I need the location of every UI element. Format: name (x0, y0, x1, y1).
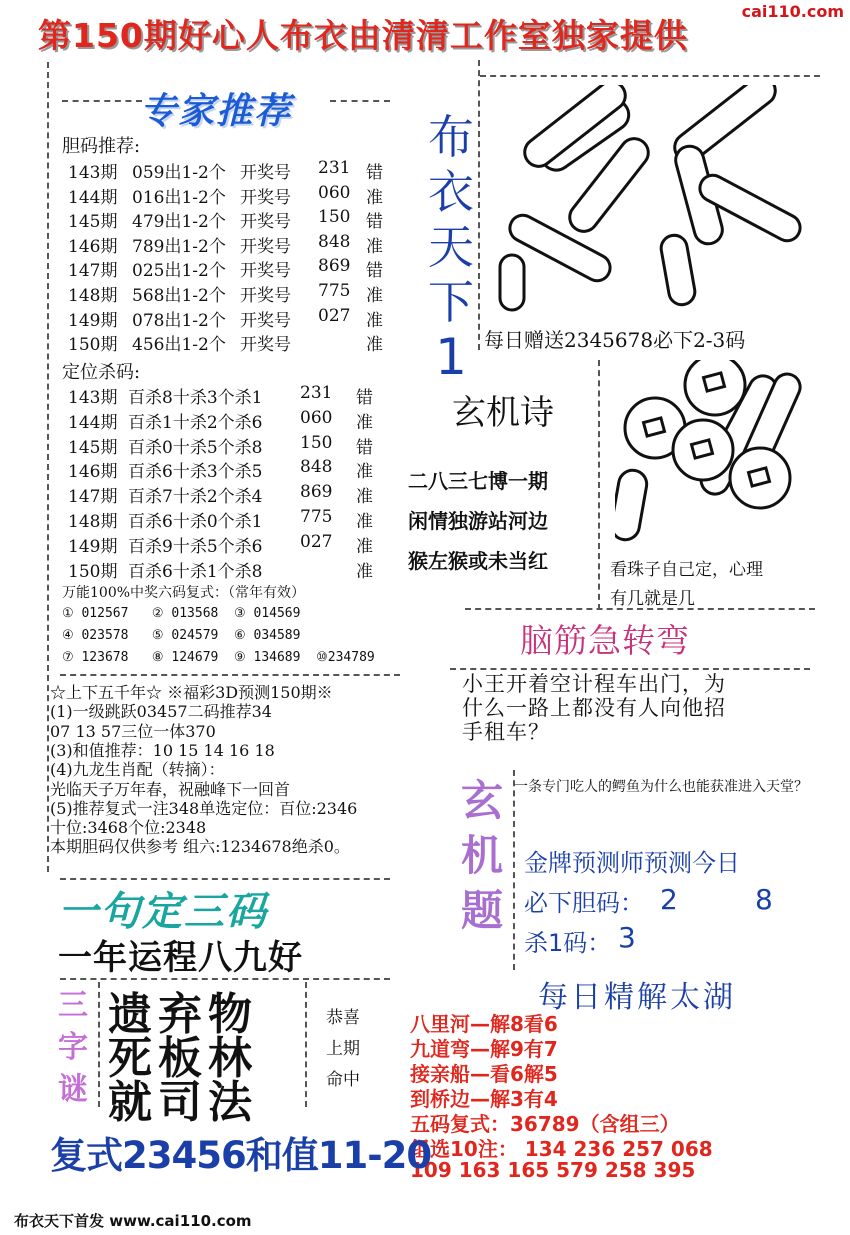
kill-val: 3 (618, 921, 636, 954)
lake-line: 109 163 165 579 258 395 (410, 1158, 696, 1182)
kill-pick: 百杀7十杀2个杀4 (128, 487, 263, 508)
kill-res: 错 (356, 437, 373, 458)
dan-label: 开奖号 (240, 212, 291, 233)
fushi-sum: 复式23456和值11-20 (50, 1134, 432, 1177)
year-fortune: 一年运程八九好 (58, 938, 303, 978)
dan-period: 148期 (68, 286, 118, 306)
dan-res: 准 (366, 286, 383, 306)
buyi-vertical-title: 布 衣 天 下 1 (428, 110, 474, 386)
wanneng-row: ④ 023578 ⑤ 024579 ⑥ 034589 (62, 628, 301, 643)
divider (330, 100, 390, 102)
kill-period: 143期 (68, 388, 118, 408)
wanneng-row: ⑦ 123678 ⑧ 124679 ⑨ 134689 ⑩234789 (62, 650, 375, 665)
brain-teaser-title: 脑筋急转弯 (520, 621, 690, 660)
riddle-line: 小王开着空计程车出门，为 (462, 672, 726, 696)
dan-res: 准 (366, 310, 383, 331)
congrats-line: 命中 (326, 1070, 360, 1090)
kill-pick: 百杀6十杀3个杀5 (128, 462, 263, 483)
kill-num: 060 (300, 407, 333, 428)
divider (598, 360, 600, 610)
dan-period: 146期 (68, 236, 118, 257)
coin-text: 看珠子自己定，心理 (610, 560, 763, 580)
lake-line: 五码复式：36789（含组三） (410, 1112, 680, 1136)
dan-pick: 479出1-2个 (132, 212, 226, 233)
kill-period: 147期 (68, 487, 118, 508)
divider (513, 770, 515, 970)
dan-res: 错 (366, 261, 383, 282)
dan-period: 144期 (68, 187, 118, 208)
dan-num: 869 (318, 256, 351, 277)
kill-res: 错 (356, 388, 373, 408)
kill-pick: 百杀8十杀3个杀1 (128, 388, 263, 408)
kill-period: 144期 (68, 412, 118, 433)
forecast-line: (5)推荐复式一注348单选定位：百位:2346 (50, 798, 358, 818)
forecast-line: ☆上下五千年☆ ※福彩3D预测150期※ (50, 683, 333, 702)
site-link[interactable]: cai110.com (741, 2, 844, 21)
dan-pick: 456出1-2个 (132, 335, 226, 356)
congrats-line: 恭喜 (326, 1008, 360, 1028)
kill-period: 145期 (68, 437, 118, 458)
kill-num: 869 (300, 482, 333, 503)
riddle-line: 手租车？ (462, 720, 550, 744)
gold-title: 金牌预测师预测今日 (524, 849, 740, 877)
dan-pick: 789出1-2个 (132, 236, 226, 257)
lake-line: 组选10注： 134 236 257 068 (410, 1137, 713, 1161)
lake-line: 八里河—解8看6 (410, 1012, 558, 1036)
poem-line: 闲情独游站河边 (408, 509, 548, 533)
dan-num: 060 (318, 182, 351, 203)
kill-res: 准 (356, 561, 373, 582)
dan-pick: 078出1-2个 (132, 310, 226, 331)
forecast-line: 十位:3468个位:2348 (50, 818, 207, 838)
kill-title: 定位杀码: (62, 362, 141, 383)
divider (47, 62, 49, 872)
dan-num: 150 (318, 207, 351, 228)
kill-period: 150期 (68, 561, 118, 582)
kill-pick: 百杀1十杀2个杀6 (128, 412, 263, 433)
coin-text: 有几就是几 (610, 589, 695, 609)
dan-pick: 568出1-2个 (132, 286, 226, 306)
one-line-title: 一句定三码 (58, 889, 268, 935)
lake-line: 到桥边—解3有4 (410, 1087, 558, 1111)
dan-num: 231 (318, 158, 351, 178)
dan-label: 开奖号 (240, 236, 291, 257)
kill-res: 准 (356, 412, 373, 433)
dan-label: 开奖号 (240, 335, 291, 356)
kill-num: 027 (300, 531, 333, 552)
kill-pick: 百杀9十杀5个杀6 (128, 536, 263, 557)
riddle-line: 什么一路上都没有人向他招 (462, 696, 726, 720)
kill-num: 150 (300, 432, 333, 453)
szm-label: 三 字 谜 (58, 988, 88, 1107)
kill-num: 775 (300, 507, 333, 527)
kill-res: 准 (356, 536, 373, 557)
kill-pick: 百杀6十杀1个杀8 (128, 561, 263, 582)
dan-period: 147期 (68, 261, 118, 282)
dan-num: 775 (318, 281, 351, 301)
dan-label: 开奖号 (240, 187, 291, 208)
kill-res: 准 (356, 512, 373, 532)
wanneng-row: ① 012567 ② 013568 ③ 014569 (62, 606, 301, 621)
dan-pick: 016出1-2个 (132, 187, 226, 208)
kill-res: 准 (356, 487, 373, 508)
dan-res: 准 (366, 236, 383, 257)
lake-title: 每日精解太湖 (538, 980, 736, 1015)
forecast-line: 本期胆码仅供参考 组六:1234678绝杀0。 (50, 837, 350, 857)
kill-period: 148期 (68, 512, 118, 532)
forecast-line: 光临天子万年春，祝融峰下一回首 (50, 779, 291, 799)
lake-line: 接亲船—看6解5 (410, 1062, 558, 1086)
daily-gift: 每日赠送2345678必下2-3码 (484, 328, 746, 352)
lake-line: 九道弯—解9有7 (410, 1037, 558, 1061)
expert-title: 专家推荐 (140, 91, 293, 132)
dan-label: 开奖号 (240, 163, 291, 183)
divider (480, 75, 820, 77)
dan-period: 145期 (68, 212, 118, 233)
xuanji-question: 一条专门吃人的鳄鱼为什么也能获准进入天堂？ (514, 779, 808, 795)
dan-pick: 025出1-2个 (132, 261, 226, 282)
dan-pick: 059出1-2个 (132, 163, 226, 183)
header-banner (0, 0, 850, 58)
poem-line: 猴左猴或未当红 (408, 549, 548, 573)
divider (98, 982, 100, 1107)
poem-line: 二八三七博一期 (408, 469, 548, 493)
coins-icon (615, 360, 815, 545)
dan-b: 8 (755, 883, 773, 916)
kill-period: 146期 (68, 462, 118, 483)
dan-res: 准 (366, 335, 383, 356)
forecast-line: (3)和值推荐：10 15 14 16 18 (50, 740, 275, 760)
wanneng-title: 万能100%中奖六码复式：（常年有效） (62, 585, 306, 601)
kill-pick: 百杀6十杀0个杀1 (128, 512, 263, 532)
kill-label: 杀1码： (524, 929, 612, 957)
kill-res: 准 (356, 462, 373, 483)
dan-label: 开奖号 (240, 310, 291, 331)
riddle-word: 死板林 (108, 1033, 258, 1084)
divider (62, 100, 142, 102)
kill-num: 231 (300, 383, 333, 403)
dan-num: 027 (318, 305, 351, 326)
riddle-word: 就司法 (108, 1077, 258, 1128)
divider (60, 674, 400, 676)
kill-period: 149期 (68, 536, 118, 557)
riddle-word: 遗弃物 (108, 989, 258, 1040)
dan-period: 149期 (68, 310, 118, 331)
footer: 布衣天下首发 www.cai110.com (14, 1212, 252, 1230)
xuanji-title: 玄 机 题 (460, 776, 503, 935)
poem-title: 玄机诗 (452, 393, 554, 433)
kill-pick: 百杀0十杀5个杀8 (128, 437, 263, 458)
forecast-line: (1)一级跳跃03457二码推荐34 (50, 702, 272, 722)
dan-num: 848 (318, 231, 351, 252)
forecast-line: (4)九龙生肖配（转摘）： (50, 760, 225, 780)
dan-res: 错 (366, 163, 383, 183)
dan-a: 2 (660, 883, 678, 916)
dan-period: 143期 (68, 163, 118, 183)
congrats-line: 上期 (326, 1039, 360, 1059)
kill-num: 848 (300, 457, 333, 478)
page-title: 第150期好心人布衣由清清工作室独家提供 (38, 16, 688, 55)
dan-label: 开奖号 (240, 261, 291, 282)
dan-label: 必下胆码： (524, 889, 644, 917)
divider (305, 982, 307, 1107)
dan-label: 开奖号 (240, 286, 291, 306)
dan-res: 准 (366, 187, 383, 208)
dan-res: 错 (366, 212, 383, 233)
dan-title: 胆码推荐: (62, 136, 141, 157)
forecast-line: 07 13 57三位一体370 (50, 721, 216, 741)
dan-period: 150期 (68, 335, 118, 356)
number-25-icon (485, 85, 815, 320)
